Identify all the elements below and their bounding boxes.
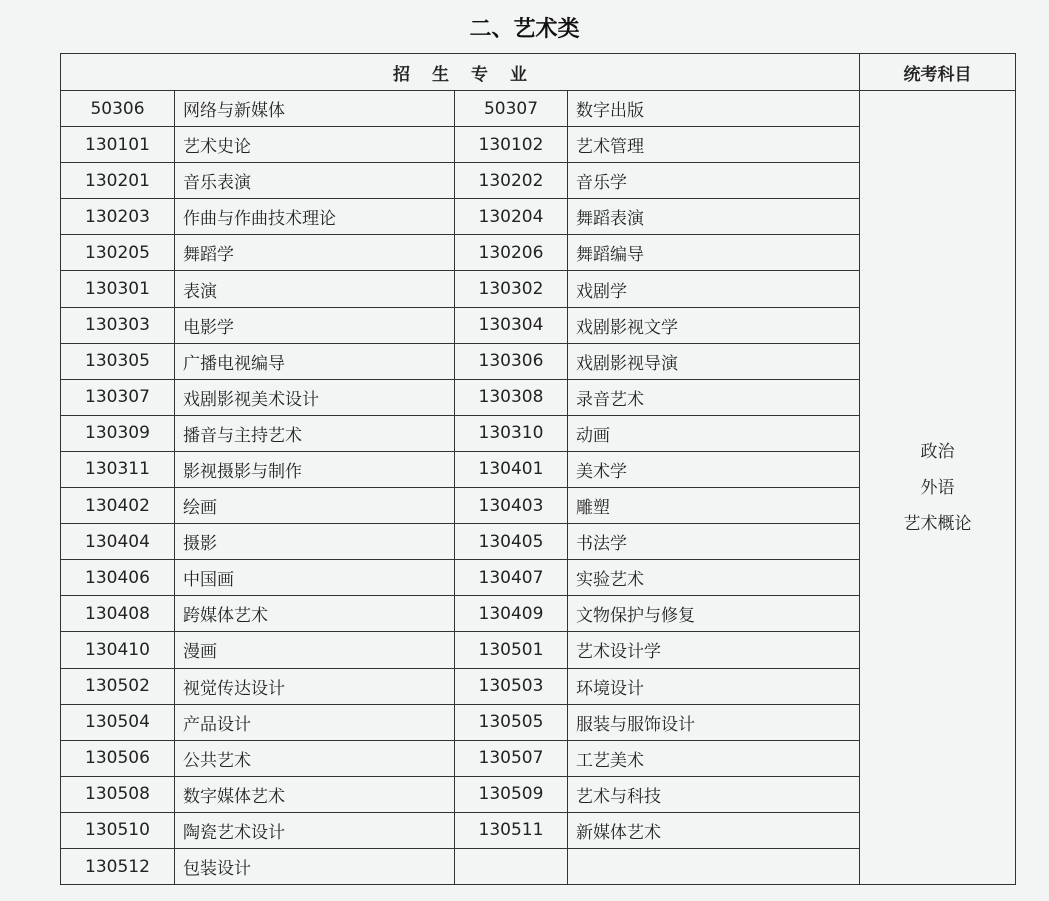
- major-name: 书法学: [568, 524, 860, 560]
- header-majors: [61, 54, 860, 91]
- major-name: 表演: [175, 271, 455, 307]
- major-code: 130201: [61, 163, 175, 199]
- table-header-row: [61, 54, 1016, 91]
- major-name: 动画: [568, 415, 860, 451]
- major-code: 130311: [61, 451, 175, 487]
- major-name: 漫画: [175, 632, 455, 668]
- major-code: 130509: [455, 776, 568, 812]
- major-code: 130409: [455, 596, 568, 632]
- major-name: 文物保护与修复: [568, 596, 860, 632]
- major-code: 130308: [455, 379, 568, 415]
- major-name: 戏剧影视美术设计: [175, 379, 455, 415]
- major-code: 130204: [455, 199, 568, 235]
- major-code: 130403: [455, 488, 568, 524]
- major-code: 130202: [455, 163, 568, 199]
- major-code: 130405: [455, 524, 568, 560]
- major-name: 环境设计: [568, 668, 860, 704]
- major-name: 网络与新媒体: [175, 91, 455, 127]
- major-code: 130506: [61, 740, 175, 776]
- major-name: 戏剧影视文学: [568, 307, 860, 343]
- major-name: 音乐学: [568, 163, 860, 199]
- major-name: 美术学: [568, 451, 860, 487]
- major-code: 130306: [455, 343, 568, 379]
- major-code: 130304: [455, 307, 568, 343]
- exam-subject: 政治: [920, 441, 955, 462]
- table-row: [61, 91, 1016, 127]
- major-code: 130507: [455, 740, 568, 776]
- major-name: [568, 848, 860, 884]
- major-name: 产品设计: [175, 704, 455, 740]
- major-name: 艺术管理: [568, 127, 860, 163]
- table-body: [61, 91, 1016, 885]
- major-name: 戏剧影视导演: [568, 343, 860, 379]
- major-code: 130205: [61, 235, 175, 271]
- major-code: 130402: [61, 488, 175, 524]
- major-name: 视觉传达设计: [175, 668, 455, 704]
- major-name: 摄影: [175, 524, 455, 560]
- major-code: 130511: [455, 812, 568, 848]
- major-code: 130101: [61, 127, 175, 163]
- major-code: 130410: [61, 632, 175, 668]
- major-code: 130102: [455, 127, 568, 163]
- major-code: [455, 848, 568, 884]
- major-name: 包装设计: [175, 848, 455, 884]
- major-name: 播音与主持艺术: [175, 415, 455, 451]
- major-code: 130307: [61, 379, 175, 415]
- major-name: 作曲与作曲技术理论: [175, 199, 455, 235]
- major-name: 数字出版: [568, 91, 860, 127]
- major-name: 实验艺术: [568, 560, 860, 596]
- major-code: 130501: [455, 632, 568, 668]
- major-code: 130310: [455, 415, 568, 451]
- major-name: 数字媒体艺术: [175, 776, 455, 812]
- major-name: 绘画: [175, 488, 455, 524]
- header-exam-subjects: 统考科目: [860, 54, 1016, 91]
- major-code: 130404: [61, 524, 175, 560]
- major-name: 广播电视编导: [175, 343, 455, 379]
- major-code: 130504: [61, 704, 175, 740]
- major-code: 130508: [61, 776, 175, 812]
- major-name: 雕塑: [568, 488, 860, 524]
- major-name: 陶瓷艺术设计: [175, 812, 455, 848]
- major-code: 130408: [61, 596, 175, 632]
- major-name: 艺术与科技: [568, 776, 860, 812]
- major-code: 130505: [455, 704, 568, 740]
- major-code: 50306: [61, 91, 175, 127]
- major-code: 130206: [455, 235, 568, 271]
- major-name: 工艺美术: [568, 740, 860, 776]
- major-name: 音乐表演: [175, 163, 455, 199]
- major-name: 戏剧学: [568, 271, 860, 307]
- major-code: 130407: [455, 560, 568, 596]
- major-name: 电影学: [175, 307, 455, 343]
- major-code: 130203: [61, 199, 175, 235]
- major-name: 跨媒体艺术: [175, 596, 455, 632]
- header-majors-label: 招生专业: [393, 64, 549, 85]
- major-code: 130309: [61, 415, 175, 451]
- major-code: 50307: [455, 91, 568, 127]
- major-code: 130302: [455, 271, 568, 307]
- major-code: 130301: [61, 271, 175, 307]
- major-code: 130502: [61, 668, 175, 704]
- majors-table: [60, 53, 1016, 885]
- major-name: 新媒体艺术: [568, 812, 860, 848]
- exam-subjects-cell: [860, 91, 1016, 885]
- exam-subject: 外语: [920, 477, 955, 498]
- exam-subject: 艺术概论: [903, 513, 972, 534]
- major-name: 中国画: [175, 560, 455, 596]
- major-name: 舞蹈表演: [568, 199, 860, 235]
- major-name: 舞蹈编导: [568, 235, 860, 271]
- major-code: 130503: [455, 668, 568, 704]
- major-name: 录音艺术: [568, 379, 860, 415]
- major-code: 130510: [61, 812, 175, 848]
- major-name: 舞蹈学: [175, 235, 455, 271]
- major-name: 影视摄影与制作: [175, 451, 455, 487]
- major-name: 艺术设计学: [568, 632, 860, 668]
- major-code: 130512: [61, 848, 175, 884]
- major-code: 130303: [61, 307, 175, 343]
- major-code: 130406: [61, 560, 175, 596]
- page-title: 二、艺术类: [469, 17, 580, 42]
- major-name: 艺术史论: [175, 127, 455, 163]
- major-code: 130305: [61, 343, 175, 379]
- major-code: 130401: [455, 451, 568, 487]
- major-name: 服装与服饰设计: [568, 704, 860, 740]
- major-name: 公共艺术: [175, 740, 455, 776]
